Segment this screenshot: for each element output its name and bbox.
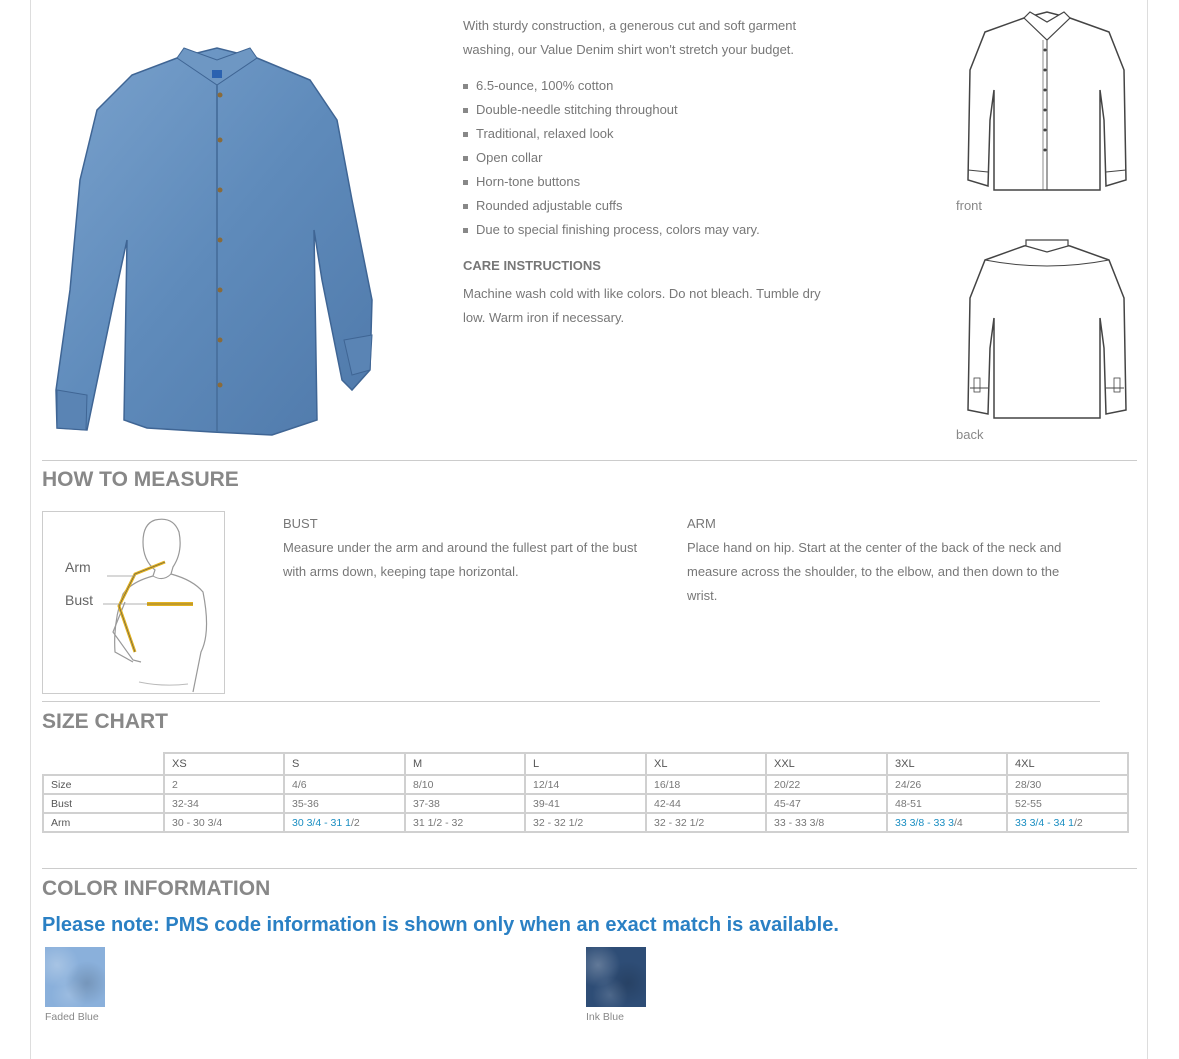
feature-item: Due to special finishing process, colors may vary. xyxy=(463,218,760,242)
arm-value: 33 - 33 3/8 xyxy=(774,816,825,829)
row-label: Size xyxy=(43,775,164,794)
arm-value-tail: /2 xyxy=(1073,816,1083,829)
table-row xyxy=(43,794,1128,813)
size-header-cell: 3XL xyxy=(887,753,1007,775)
arm-value-tail: /4 xyxy=(953,816,963,829)
divider xyxy=(42,868,1137,869)
back-label: back xyxy=(956,427,984,442)
table-cell: 42-44 xyxy=(646,794,766,813)
table-cell: 52-55 xyxy=(1007,794,1128,813)
divider xyxy=(42,460,1137,461)
bust-text: Measure under the arm and around the fullest part of the bust with arms down, keeping tape horizontal. xyxy=(283,540,638,579)
feature-item: Rounded adjustable cuffs xyxy=(463,194,760,218)
table-row xyxy=(43,775,1128,794)
table-cell: 45-47 xyxy=(766,794,887,813)
table-cell xyxy=(164,813,284,832)
table-cell xyxy=(646,813,766,832)
body-figure xyxy=(43,512,224,693)
arm-text: Place hand on hip. Start at the center of the back of the neck and measure across the shoulder, to the elbow, and then down to the wrist. xyxy=(687,540,1062,603)
table-cell: 16/18 xyxy=(646,775,766,794)
size-header-cell: S xyxy=(284,753,405,775)
table-cell: 37-38 xyxy=(405,794,525,813)
care-instructions-text: Machine wash cold with like colors. Do not bleach. Tumble dry low. Warm iron if necessary. xyxy=(463,286,821,325)
table-cell: 4/6 xyxy=(284,775,405,794)
table-cell: 39-41 xyxy=(525,794,646,813)
header-blank-cell xyxy=(43,753,164,775)
row-label: Bust xyxy=(43,794,164,813)
bust-title: BUST xyxy=(283,516,318,531)
shirt-front-sketch xyxy=(964,10,1130,192)
swatch-faded-blue[interactable] xyxy=(45,947,105,1007)
swatch-ink-blue[interactable] xyxy=(586,947,646,1007)
product-description: With sturdy construction, a generous cut and soft garment washing, our Value Denim shirt won't stretch your budget. xyxy=(463,18,797,57)
feature-item: Open collar xyxy=(463,146,760,170)
table-cell: 2 xyxy=(164,775,284,794)
table-cell xyxy=(525,813,646,832)
row-label: Arm xyxy=(43,813,164,832)
table-cell: 20/22 xyxy=(766,775,887,794)
size-header-cell: XXL xyxy=(766,753,887,775)
table-cell: 12/14 xyxy=(525,775,646,794)
feature-item: 6.5-ounce, 100% cotton xyxy=(463,74,760,98)
pms-note: Please note: PMS code information is shown only when an exact match is available. xyxy=(42,914,839,936)
size-header-row xyxy=(43,753,1128,775)
shirt-back-sketch xyxy=(964,238,1130,420)
table-cell xyxy=(405,813,525,832)
arm-value: 32 - 32 1/2 xyxy=(654,816,705,829)
size-header-cell: L xyxy=(525,753,646,775)
arm-value-link[interactable]: 33 3/8 - 33 3 xyxy=(895,816,954,829)
table-cell xyxy=(766,813,887,832)
arm-value-tail: /2 xyxy=(350,816,360,829)
table-cell xyxy=(1007,813,1128,832)
denim-shirt-photo xyxy=(52,40,384,438)
size-header-cell: XL xyxy=(646,753,766,775)
swatch-label: Faded Blue xyxy=(45,1011,99,1023)
arm-value-link[interactable]: 33 3/4 - 34 1 xyxy=(1015,816,1074,829)
table-cell: 35-36 xyxy=(284,794,405,813)
swatch-label: Ink Blue xyxy=(586,1011,624,1023)
how-to-measure-title: HOW TO MEASURE xyxy=(42,468,239,491)
size-chart-table xyxy=(42,752,1129,833)
divider xyxy=(42,701,1100,702)
table-row xyxy=(43,813,1128,832)
table-cell: 8/10 xyxy=(405,775,525,794)
size-header-cell: M xyxy=(405,753,525,775)
table-cell xyxy=(887,813,1007,832)
feature-item: Double-needle stitching throughout xyxy=(463,98,760,122)
arm-value: 32 - 32 1/2 xyxy=(533,816,584,829)
arm-value: 30 - 30 3/4 xyxy=(172,816,223,829)
diagram-bust-label: Bust xyxy=(65,592,94,608)
color-info-title: COLOR INFORMATION xyxy=(42,877,271,900)
care-instructions-title: CARE INSTRUCTIONS xyxy=(463,258,601,273)
table-cell: 48-51 xyxy=(887,794,1007,813)
front-label: front xyxy=(956,198,983,213)
feature-item: Traditional, relaxed look xyxy=(463,122,760,146)
table-cell xyxy=(284,813,405,832)
arm-title: ARM xyxy=(687,516,716,531)
measure-diagram xyxy=(42,511,225,694)
arm-value-link[interactable]: 30 3/4 - 31 1 xyxy=(292,816,351,829)
size-header-cell: XS xyxy=(164,753,284,775)
table-cell: 24/26 xyxy=(887,775,1007,794)
table-cell: 28/30 xyxy=(1007,775,1128,794)
table-cell: 32-34 xyxy=(164,794,284,813)
size-chart-title: SIZE CHART xyxy=(42,710,168,733)
feature-item: Horn-tone buttons xyxy=(463,170,760,194)
arm-value: 31 1/2 - 32 xyxy=(413,816,464,829)
feature-list xyxy=(463,74,760,242)
size-header-cell: 4XL xyxy=(1007,753,1128,775)
diagram-arm-label: Arm xyxy=(65,559,91,575)
